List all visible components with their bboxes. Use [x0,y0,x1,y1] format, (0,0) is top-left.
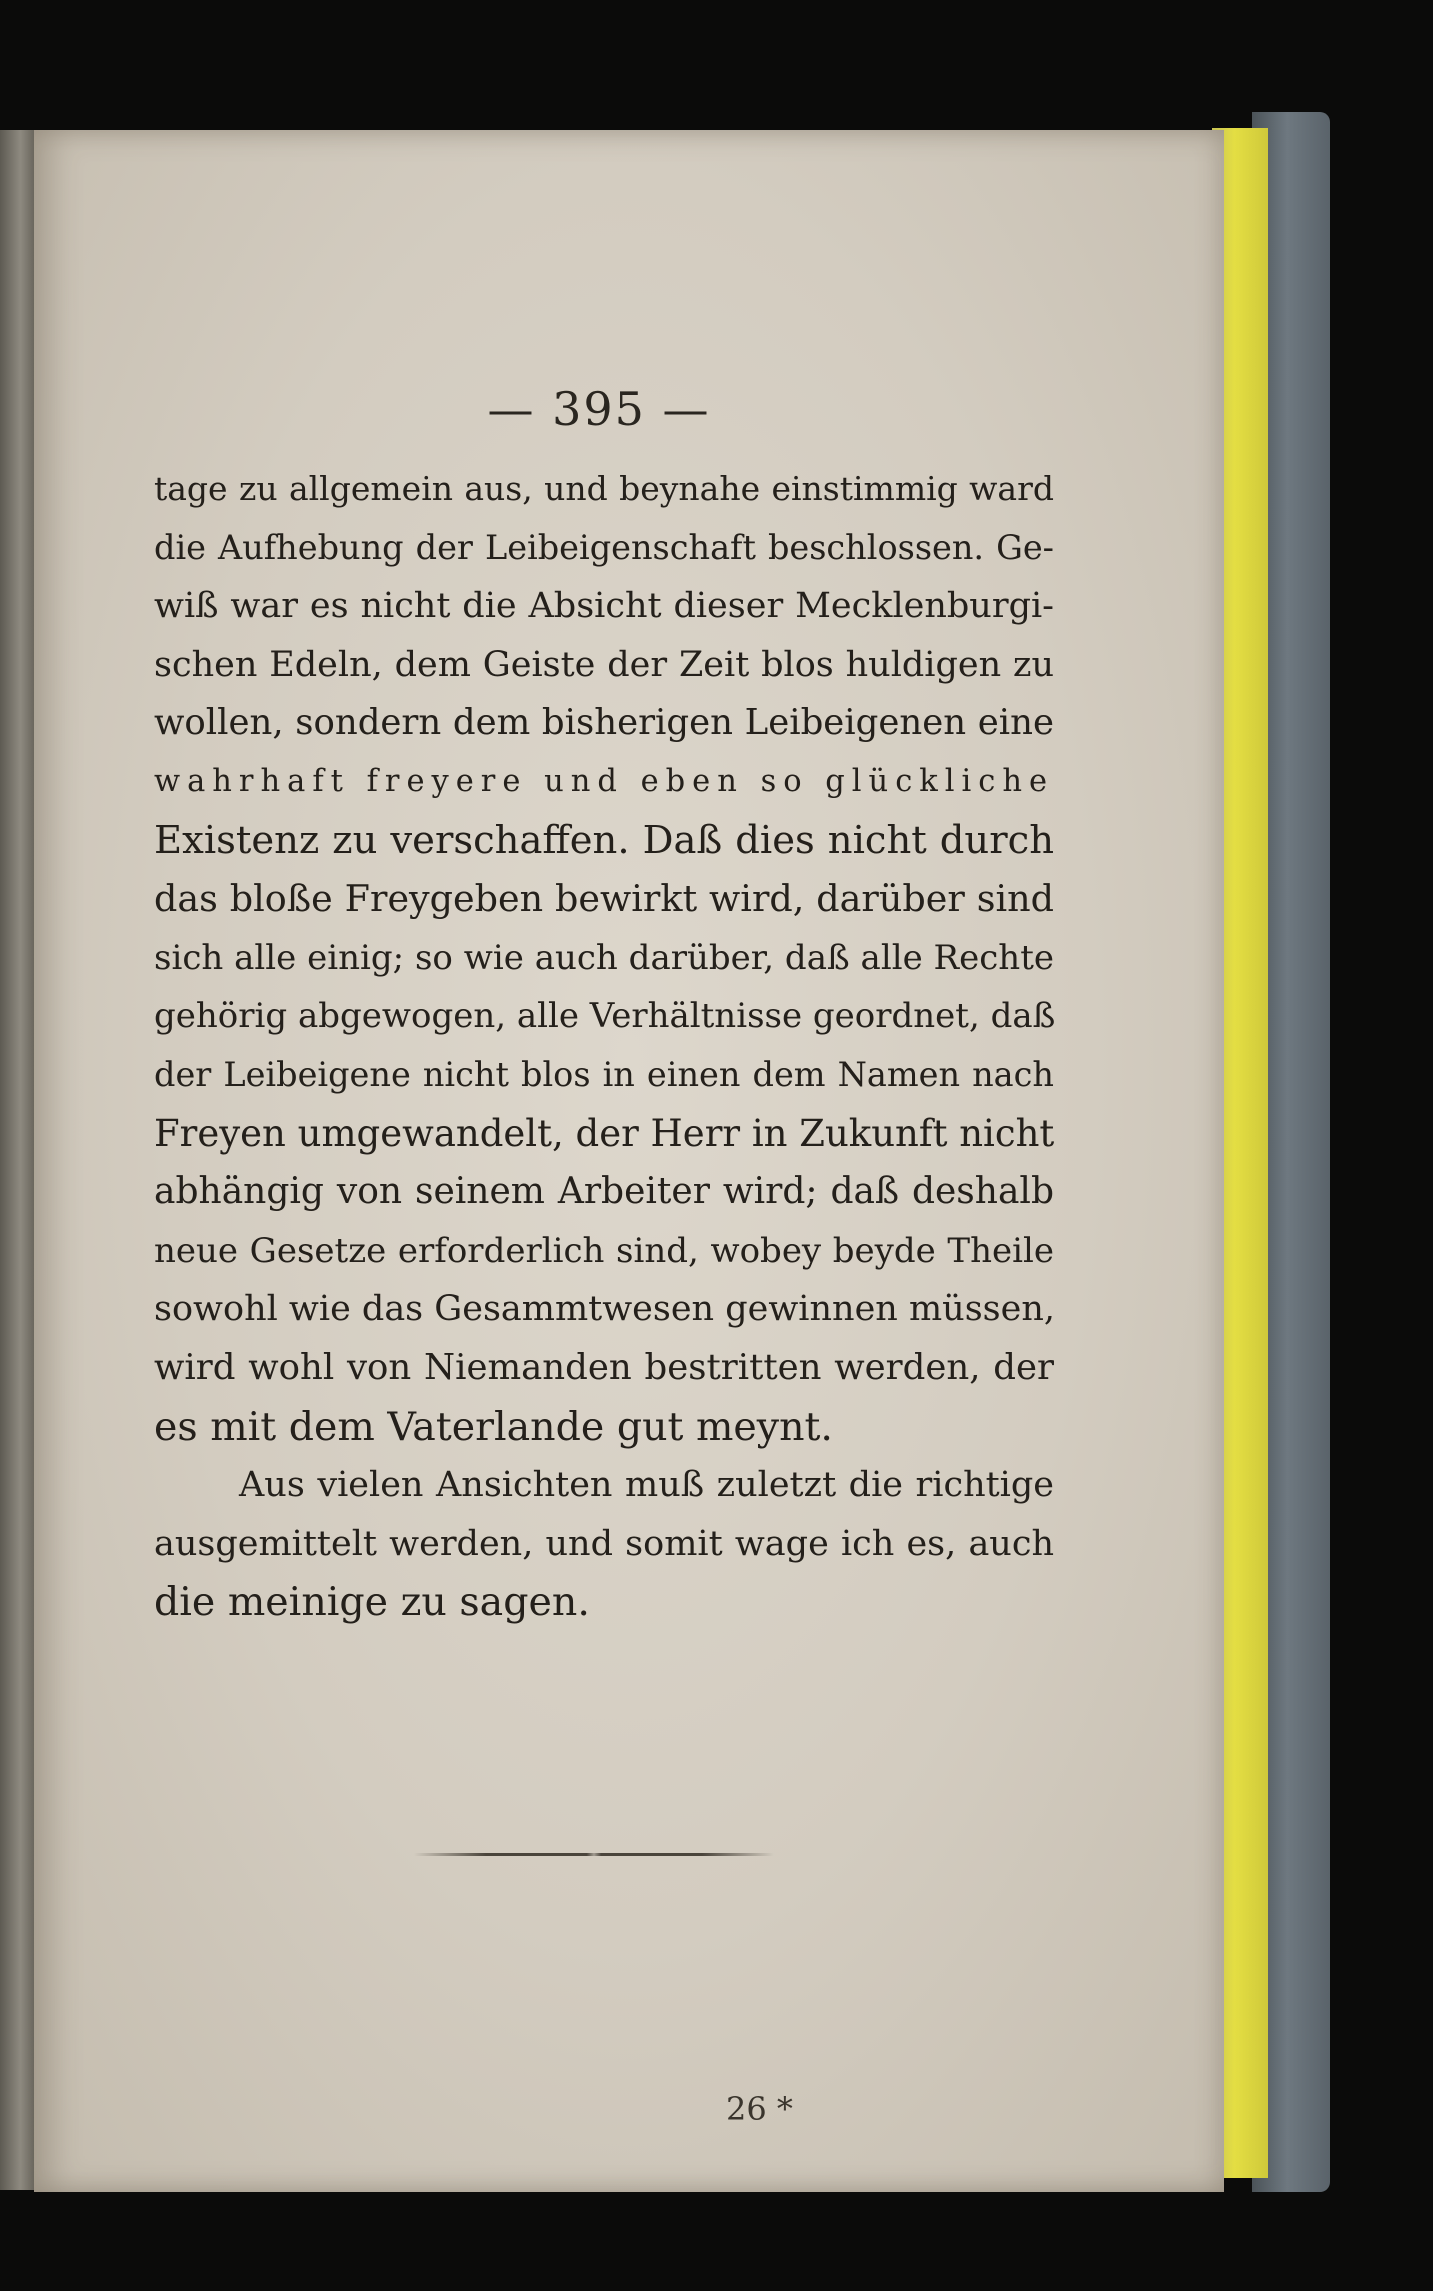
text-line: abhängig von seinem Arbeiter wird; daß deshalb [154,1171,1054,1213]
section-divider [414,1853,774,1856]
text-line: wollen, sondern dem bisherigen Leibeigenen eine [154,702,1054,744]
text-line: Existenz zu verschaffen. Daß dies nicht durch [154,817,1054,863]
text-line: ausgemittelt werden, und somit wage ich es, auch [154,1523,1054,1564]
text-line: die meinige zu sagen. [154,1579,590,1626]
text-line: es mit dem Vaterlande gut meynt. [154,1403,833,1450]
text-line: gehörig abgewogen, alle Verhältnisse geordnet, daß [154,996,1056,1037]
text-line: wiß war es nicht die Absicht dieser Mecklenburgi- [154,586,1054,627]
body-text [154,460,1054,1632]
text-line: der Leibeigene nicht blos in einen dem Namen nach [154,1054,1054,1094]
text-line: sowohl wie das Gesammtwesen gewinnen müssen, [154,1289,1055,1330]
printer-signature-mark: 26 * [726,2090,793,2128]
text-line: Freyen umgewandelt, der Herr in Zukunft nicht [154,1111,1055,1155]
text-line: sich alle einig; so wie auch darüber, daß alle Rechte [154,937,1054,978]
text-line: neue Gesetze erforderlich sind, wobey beyde Theile [154,1230,1054,1271]
text-line: die Aufhebung der Leibeigenschaft beschlossen. Ge- [154,527,1054,567]
text-line: Aus vielen Ansichten muß zuletzt die richtige [239,1465,1054,1506]
text-line: schen Edeln, dem Geiste der Zeit blos huldigen zu [154,644,1054,685]
left-page-edge [0,130,34,2190]
page-number: — 395 — [487,382,711,436]
text-line: das bloße Freygeben bewirkt wird, darüber sind [154,877,1054,921]
text-line: wird wohl von Niemanden bestritten werden, der [154,1346,1054,1388]
text-line: tage zu allgemein aus, und beynahe einstimmig ward [154,469,1054,508]
text-line: wahrhaft freyere und eben so glückliche [154,763,1055,799]
book-page [34,130,1224,2192]
